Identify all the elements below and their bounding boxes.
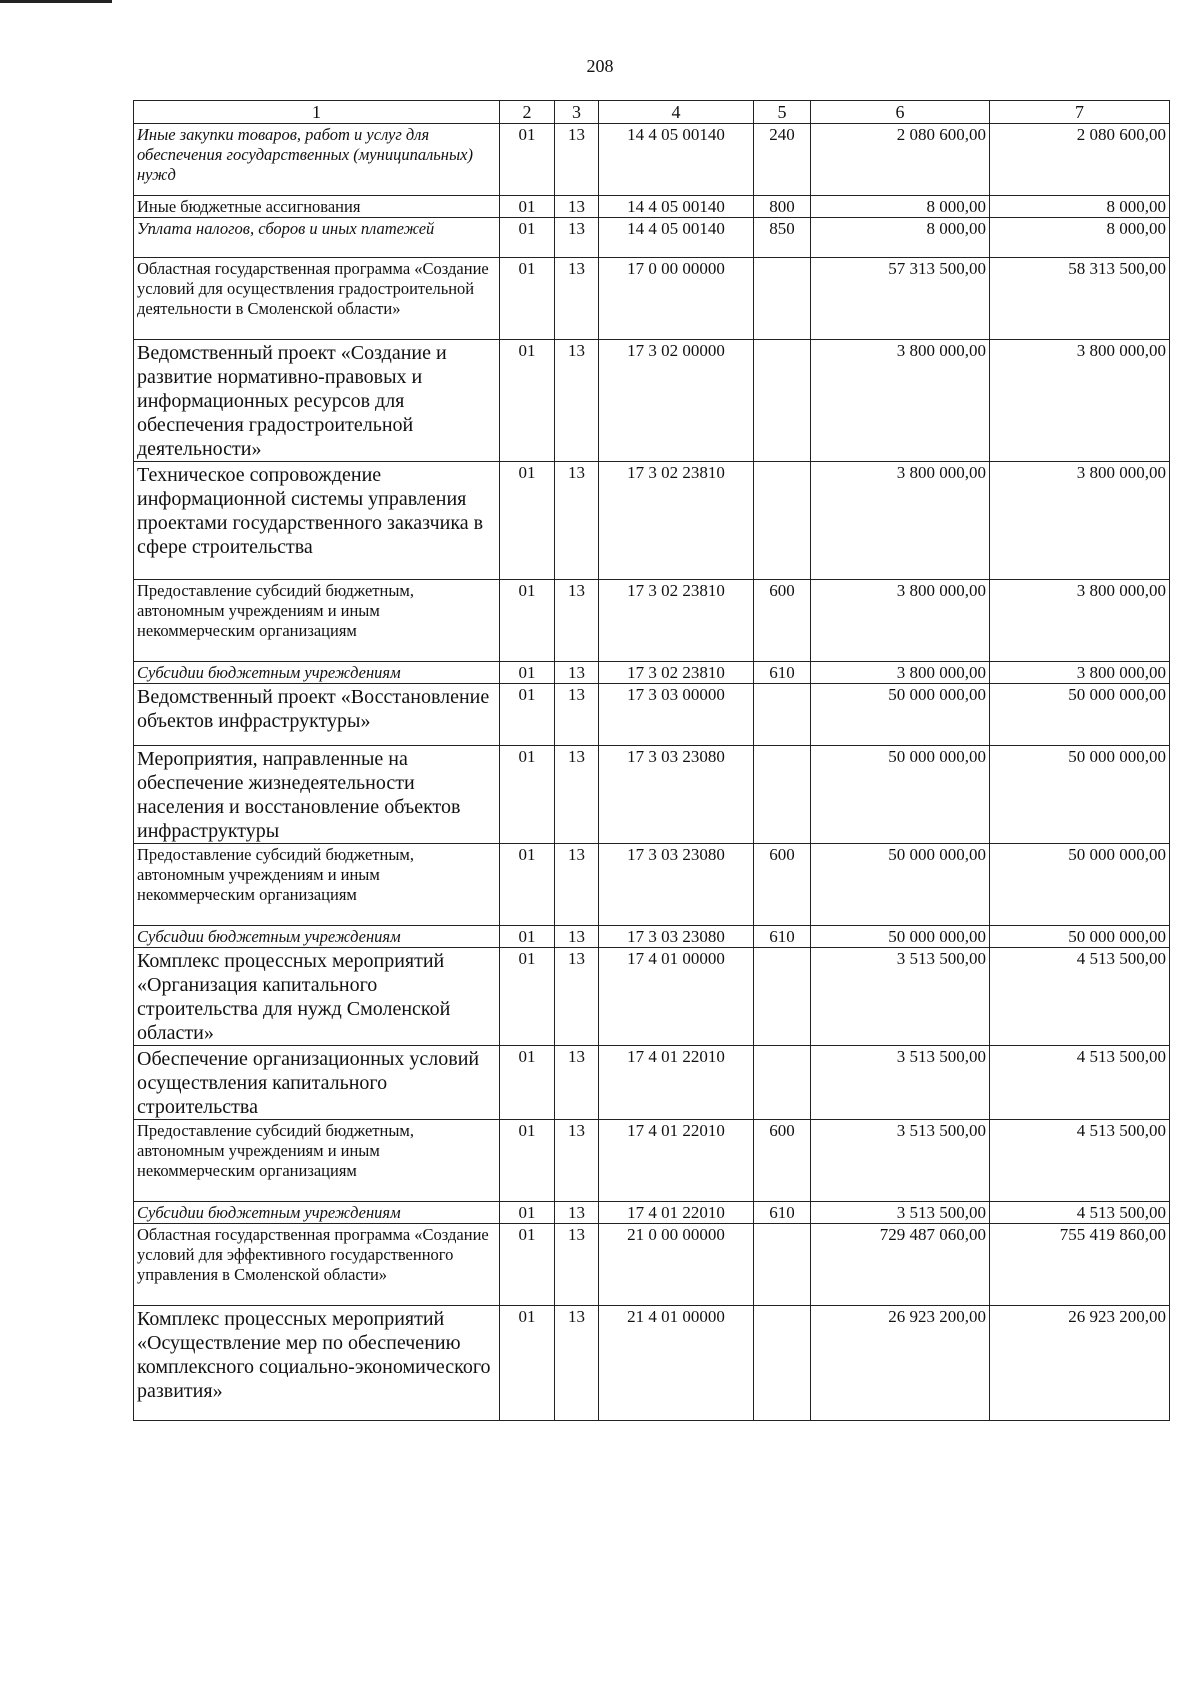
- expense-type-cell: [754, 340, 811, 462]
- row-name-cell: Предоставление субсидий бюджетным, автономным учреждениям и иным некоммерческим организациям: [134, 844, 500, 926]
- amount-year1-cell: 3 513 500,00: [811, 1120, 990, 1202]
- target-article-cell: 17 4 01 00000: [599, 948, 754, 1046]
- amount-year1-cell: 3 800 000,00: [811, 340, 990, 462]
- table-row: [134, 340, 1170, 462]
- amount-year1-cell: 3 800 000,00: [811, 580, 990, 662]
- expense-type-cell: [754, 1224, 811, 1306]
- amount-year2-cell: 4 513 500,00: [990, 948, 1170, 1046]
- row-name-cell: Мероприятия, направленные на обеспечение жизнедеятельности населения и восстановление объектов инфраструктуры: [134, 746, 500, 844]
- table-row: [134, 1120, 1170, 1202]
- amount-year1-cell: 26 923 200,00: [811, 1306, 990, 1421]
- amount-year2-cell: 3 800 000,00: [990, 340, 1170, 462]
- table-row: [134, 1046, 1170, 1120]
- expense-type-cell: [754, 1306, 811, 1421]
- amount-year1-cell: 3 513 500,00: [811, 1046, 990, 1120]
- amount-year1-cell: 3 513 500,00: [811, 948, 990, 1046]
- table-row: [134, 844, 1170, 926]
- expense-type-cell: 240: [754, 124, 811, 196]
- table-row: [134, 926, 1170, 948]
- section-code-cell: 01: [500, 196, 555, 218]
- section-code-cell: 01: [500, 926, 555, 948]
- amount-year1-cell: 2 080 600,00: [811, 124, 990, 196]
- table-row: [134, 746, 1170, 844]
- table-row: [134, 462, 1170, 580]
- subsection-code-cell: 13: [555, 746, 599, 844]
- row-name-cell: Комплекс процессных мероприятий «Осуществление мер по обеспечению комплексного социально-экономического развития»: [134, 1306, 500, 1421]
- amount-year2-cell: 58 313 500,00: [990, 258, 1170, 340]
- subsection-code-cell: 13: [555, 844, 599, 926]
- section-code-cell: 01: [500, 1046, 555, 1120]
- table-row: [134, 948, 1170, 1046]
- column-header: 3: [555, 101, 599, 124]
- budget-table: [133, 100, 1170, 1421]
- amount-year1-cell: 8 000,00: [811, 218, 990, 258]
- subsection-code-cell: 13: [555, 218, 599, 258]
- subsection-code-cell: 13: [555, 1224, 599, 1306]
- section-code-cell: 01: [500, 746, 555, 844]
- row-name-cell: Иные закупки товаров, работ и услуг для обеспечения государственных (муниципальных) нужд: [134, 124, 500, 196]
- section-code-cell: 01: [500, 948, 555, 1046]
- subsection-code-cell: 13: [555, 926, 599, 948]
- expense-type-cell: 610: [754, 1202, 811, 1224]
- table-row: [134, 258, 1170, 340]
- amount-year1-cell: 50 000 000,00: [811, 746, 990, 844]
- amount-year2-cell: 4 513 500,00: [990, 1120, 1170, 1202]
- amount-year1-cell: 729 487 060,00: [811, 1224, 990, 1306]
- section-code-cell: 01: [500, 340, 555, 462]
- expense-type-cell: 610: [754, 662, 811, 684]
- expense-type-cell: [754, 462, 811, 580]
- amount-year1-cell: 50 000 000,00: [811, 684, 990, 746]
- amount-year2-cell: 755 419 860,00: [990, 1224, 1170, 1306]
- amount-year2-cell: 50 000 000,00: [990, 684, 1170, 746]
- section-code-cell: 01: [500, 1224, 555, 1306]
- amount-year1-cell: 3 513 500,00: [811, 1202, 990, 1224]
- amount-year1-cell: 50 000 000,00: [811, 926, 990, 948]
- table-row: [134, 580, 1170, 662]
- expense-type-cell: 800: [754, 196, 811, 218]
- expense-type-cell: [754, 746, 811, 844]
- section-code-cell: 01: [500, 684, 555, 746]
- amount-year1-cell: 57 313 500,00: [811, 258, 990, 340]
- expense-type-cell: [754, 948, 811, 1046]
- section-code-cell: 01: [500, 1120, 555, 1202]
- scan-edge-mark: [0, 0, 112, 3]
- target-article-cell: 17 4 01 22010: [599, 1046, 754, 1120]
- table-row: [134, 196, 1170, 218]
- amount-year2-cell: 50 000 000,00: [990, 844, 1170, 926]
- table-row: [134, 1202, 1170, 1224]
- row-name-cell: Областная государственная программа «Создание условий для эффективного государственного управления в Смоленской области»: [134, 1224, 500, 1306]
- expense-type-cell: 600: [754, 844, 811, 926]
- table-row: [134, 124, 1170, 196]
- expense-type-cell: [754, 684, 811, 746]
- row-name-cell: Субсидии бюджетным учреждениям: [134, 1202, 500, 1224]
- expense-type-cell: 850: [754, 218, 811, 258]
- subsection-code-cell: 13: [555, 662, 599, 684]
- table-row: [134, 218, 1170, 258]
- subsection-code-cell: 13: [555, 462, 599, 580]
- table-row: [134, 1306, 1170, 1421]
- row-name-cell: Ведомственный проект «Создание и развитие нормативно-правовых и информационных ресурсов для обеспечения градостроительной деятельности»: [134, 340, 500, 462]
- target-article-cell: 14 4 05 00140: [599, 196, 754, 218]
- table-row: [134, 684, 1170, 746]
- column-header: 1: [134, 101, 500, 124]
- target-article-cell: 14 4 05 00140: [599, 218, 754, 258]
- subsection-code-cell: 13: [555, 1120, 599, 1202]
- target-article-cell: 17 0 00 00000: [599, 258, 754, 340]
- amount-year1-cell: 3 800 000,00: [811, 662, 990, 684]
- expense-type-cell: 610: [754, 926, 811, 948]
- row-name-cell: Уплата налогов, сборов и иных платежей: [134, 218, 500, 258]
- subsection-code-cell: 13: [555, 258, 599, 340]
- row-name-cell: Техническое сопровождение информационной системы управления проектами государственного заказчика в сфере строительства: [134, 462, 500, 580]
- section-code-cell: 01: [500, 124, 555, 196]
- target-article-cell: 17 4 01 22010: [599, 1120, 754, 1202]
- target-article-cell: 17 3 02 23810: [599, 662, 754, 684]
- subsection-code-cell: 13: [555, 684, 599, 746]
- section-code-cell: 01: [500, 844, 555, 926]
- target-article-cell: 17 3 02 23810: [599, 462, 754, 580]
- target-article-cell: 14 4 05 00140: [599, 124, 754, 196]
- section-code-cell: 01: [500, 218, 555, 258]
- amount-year1-cell: 3 800 000,00: [811, 462, 990, 580]
- target-article-cell: 17 3 03 00000: [599, 684, 754, 746]
- column-header: 6: [811, 101, 990, 124]
- amount-year2-cell: 3 800 000,00: [990, 580, 1170, 662]
- section-code-cell: 01: [500, 258, 555, 340]
- amount-year2-cell: 4 513 500,00: [990, 1046, 1170, 1120]
- row-name-cell: Обеспечение организационных условий осуществления капитального строительства: [134, 1046, 500, 1120]
- subsection-code-cell: 13: [555, 948, 599, 1046]
- amount-year2-cell: 50 000 000,00: [990, 746, 1170, 844]
- amount-year2-cell: 26 923 200,00: [990, 1306, 1170, 1421]
- amount-year2-cell: 8 000,00: [990, 218, 1170, 258]
- row-name-cell: Субсидии бюджетным учреждениям: [134, 662, 500, 684]
- amount-year1-cell: 50 000 000,00: [811, 844, 990, 926]
- target-article-cell: 21 0 00 00000: [599, 1224, 754, 1306]
- amount-year2-cell: 3 800 000,00: [990, 662, 1170, 684]
- subsection-code-cell: 13: [555, 196, 599, 218]
- amount-year2-cell: 2 080 600,00: [990, 124, 1170, 196]
- column-header: 5: [754, 101, 811, 124]
- subsection-code-cell: 13: [555, 580, 599, 662]
- row-name-cell: Предоставление субсидий бюджетным, автономным учреждениям и иным некоммерческим организациям: [134, 580, 500, 662]
- column-header: 2: [500, 101, 555, 124]
- target-article-cell: 21 4 01 00000: [599, 1306, 754, 1421]
- section-code-cell: 01: [500, 662, 555, 684]
- section-code-cell: 01: [500, 580, 555, 662]
- amount-year2-cell: 4 513 500,00: [990, 1202, 1170, 1224]
- table-row: [134, 1224, 1170, 1306]
- expense-type-cell: 600: [754, 580, 811, 662]
- amount-year2-cell: 8 000,00: [990, 196, 1170, 218]
- target-article-cell: 17 3 03 23080: [599, 844, 754, 926]
- column-number-row: [134, 101, 1170, 124]
- subsection-code-cell: 13: [555, 340, 599, 462]
- subsection-code-cell: 13: [555, 1202, 599, 1224]
- row-name-cell: Предоставление субсидий бюджетным, автономным учреждениям и иным некоммерческим организациям: [134, 1120, 500, 1202]
- page-number: 208: [586, 56, 614, 76]
- expense-type-cell: 600: [754, 1120, 811, 1202]
- section-code-cell: 01: [500, 462, 555, 580]
- amount-year2-cell: 3 800 000,00: [990, 462, 1170, 580]
- table-row: [134, 662, 1170, 684]
- target-article-cell: 17 3 02 23810: [599, 580, 754, 662]
- expense-type-cell: [754, 258, 811, 340]
- row-name-cell: Комплекс процессных мероприятий «Организация капитального строительства для нужд Смоленской области»: [134, 948, 500, 1046]
- column-header: 4: [599, 101, 754, 124]
- amount-year1-cell: 8 000,00: [811, 196, 990, 218]
- subsection-code-cell: 13: [555, 1046, 599, 1120]
- section-code-cell: 01: [500, 1202, 555, 1224]
- row-name-cell: Иные бюджетные ассигнования: [134, 196, 500, 218]
- row-name-cell: Субсидии бюджетным учреждениям: [134, 926, 500, 948]
- expense-type-cell: [754, 1046, 811, 1120]
- row-name-cell: Областная государственная программа «Создание условий для осуществления градостроительной деятельности в Смоленской области»: [134, 258, 500, 340]
- target-article-cell: 17 4 01 22010: [599, 1202, 754, 1224]
- column-header: 7: [990, 101, 1170, 124]
- section-code-cell: 01: [500, 1306, 555, 1421]
- target-article-cell: 17 3 03 23080: [599, 746, 754, 844]
- amount-year2-cell: 50 000 000,00: [990, 926, 1170, 948]
- target-article-cell: 17 3 03 23080: [599, 926, 754, 948]
- subsection-code-cell: 13: [555, 124, 599, 196]
- target-article-cell: 17 3 02 00000: [599, 340, 754, 462]
- row-name-cell: Ведомственный проект «Восстановление объектов инфраструктуры»: [134, 684, 500, 746]
- subsection-code-cell: 13: [555, 1306, 599, 1421]
